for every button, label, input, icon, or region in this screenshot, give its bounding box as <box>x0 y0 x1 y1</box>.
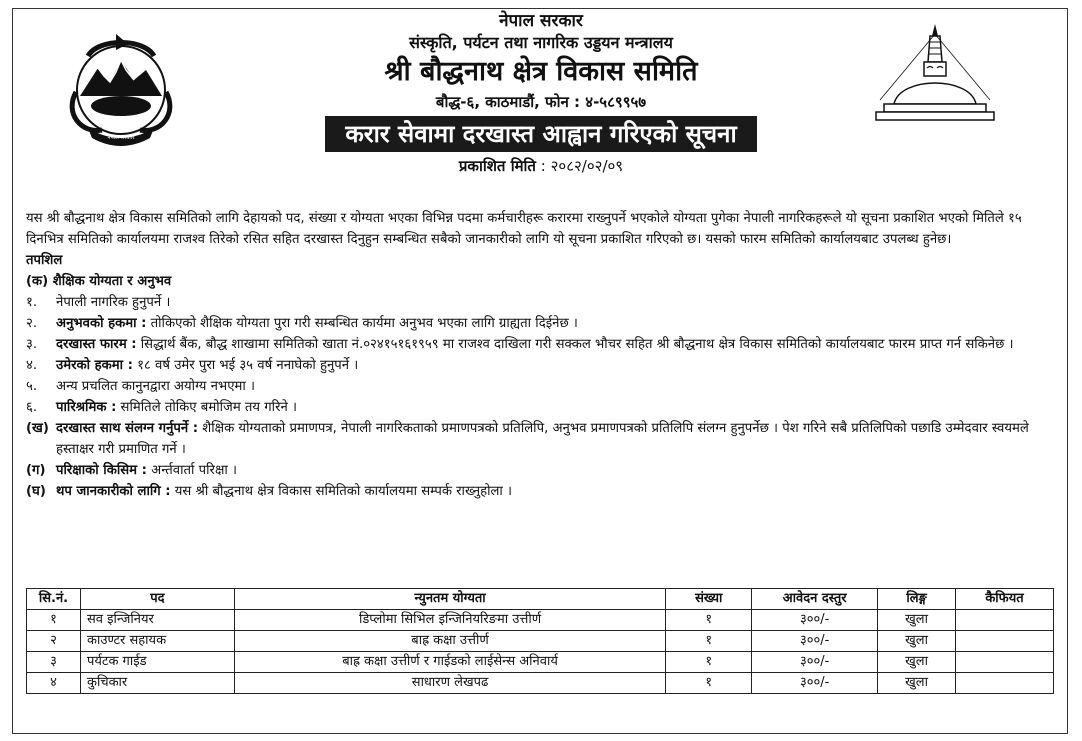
cell-post: पर्यटक गाईड <box>80 652 234 673</box>
cell-fee: ३००/- <box>752 610 878 631</box>
list-item <box>26 292 1056 313</box>
published-date <box>0 154 1082 178</box>
list-item <box>26 313 1056 334</box>
list-item <box>26 376 1056 397</box>
section-text: यस श्री बौद्धनाथ क्षेत्र विकास समितिको कार्यालयमा सम्पर्क राख्नुहोला । <box>170 484 513 499</box>
list-item <box>26 334 1056 355</box>
notice-title-banner: करार सेवामा दरखास्त आह्वान गरिएको सूचना <box>325 116 756 152</box>
item-label: दरखास्त फारम : <box>56 337 137 352</box>
header-qualification: न्युनतम योग्यता <box>234 589 665 610</box>
cell-gender: खुला <box>878 610 956 631</box>
section-text: शैक्षिक योग्यताको प्रमाणपत्र, नेपाली नागरिकताको प्रमाणपत्रको प्रतिलिपि, अनुभव प्रमाणपत्रको प्रतिलिपि संलग्न हुनुपर्नेछ । पेश गरिने सबै प्रतिलिपिको पछाडि उम्मेदवार स्वयमले हस्ताक्षर गरी प्रमाणित गर्ने । <box>56 421 1029 457</box>
item-number: ४. <box>26 358 38 373</box>
details-heading: तपशिल <box>26 253 63 268</box>
section-ka-heading: (क) शैक्षिक योग्यता र अनुभव <box>26 274 172 289</box>
cell-post: काउण्टर सहायक <box>80 631 234 652</box>
published-date-value: : २०८२/०२/०९ <box>540 157 624 175</box>
cell-qualification: डिप्लोमा सिभिल इन्जिनियरिङमा उत्तीर्ण <box>234 610 665 631</box>
header-fee: आवेदन दस्तुर <box>752 589 878 610</box>
cell-qualification: साधारण लेखपढ <box>234 673 665 694</box>
item-number: ५. <box>26 379 38 394</box>
section-gha <box>26 481 1056 502</box>
item-label: पारिश्रमिक : <box>56 400 117 415</box>
item-label: अनुभवको हकमा : <box>56 316 147 331</box>
cell-post: सव इन्जिनियर <box>80 610 234 631</box>
section-label: दरखास्त साथ संलग्न गर्नुपर्ने : <box>56 421 199 436</box>
item-number: २. <box>26 316 38 331</box>
section-text: अर्न्तवार्ता परिक्षा । <box>146 463 238 478</box>
table-header-row <box>27 589 1054 610</box>
notice-body <box>26 208 1056 502</box>
item-label: उमेरको हकमा : <box>56 358 133 373</box>
cell-fee: ३००/- <box>752 652 878 673</box>
section-number: (ग) <box>26 463 46 478</box>
published-label: प्रकाशित मिति <box>458 157 536 175</box>
header-serial: सि.नं. <box>27 589 81 610</box>
cell-serial: २ <box>27 631 81 652</box>
ministry-name: संस्कृति, पर्यटन तथा नागरिक उड्डयन मन्त्रालय <box>409 33 673 52</box>
cell-count: १ <box>666 673 752 694</box>
item-text: १८ वर्ष उमेर पुरा भई ३५ वर्ष ननाघेको हुनुपर्ने । <box>132 358 359 373</box>
list-item <box>26 355 1056 376</box>
cell-count: १ <box>666 610 752 631</box>
cell-fee: ३००/- <box>752 673 878 694</box>
item-text: अन्य प्रचलित कानुनद्वारा अयोग्य नभएमा । <box>56 379 255 394</box>
cell-qualification: बाह्र कक्षा उत्तीर्ण र गाईडको लाईसेन्स अनिवार्य <box>234 652 665 673</box>
notice-header <box>0 10 1082 178</box>
item-number: ६. <box>26 400 38 415</box>
government-name: नेपाल सरकार <box>499 11 583 31</box>
cell-remarks <box>956 673 1054 694</box>
section-label: परिक्षाको किसिम : <box>56 463 147 478</box>
cell-remarks <box>956 631 1054 652</box>
cell-count: १ <box>666 652 752 673</box>
section-kha <box>26 418 1056 460</box>
list-item <box>26 397 1056 418</box>
table-row <box>27 631 1054 652</box>
cell-post: कुचिकार <box>80 673 234 694</box>
section-ga <box>26 460 1056 481</box>
cell-serial: ४ <box>27 673 81 694</box>
vacancy-table <box>26 588 1054 694</box>
organization-name: श्री बौद्धनाथ क्षेत्र विकास समिति <box>384 56 698 87</box>
table-row <box>27 673 1054 694</box>
item-text: सिद्धार्थ बैंक, बौद्ध शाखामा समितिको खाता नं.०२४१५१६१९५९ मा राजश्व दाखिला गरी सक्कल भौचर सहित श्री बौद्धनाथ क्षेत्र विकास समितिको कार्यालयबाट फारम प्राप्त गर्न सकिनेछ । <box>136 337 1014 352</box>
section-label: थप जानकारीको लागि : <box>56 484 171 499</box>
table-row <box>27 610 1054 631</box>
item-number: १. <box>26 295 38 310</box>
item-number: ३. <box>26 337 38 352</box>
cell-gender: खुला <box>878 652 956 673</box>
cell-remarks <box>956 610 1054 631</box>
cell-count: १ <box>666 631 752 652</box>
cell-qualification: बाह्र कक्षा उत्तीर्ण <box>234 631 665 652</box>
section-number: (ख) <box>26 421 49 436</box>
emblem-caption: नेपाल सरकार <box>107 135 135 141</box>
intro-paragraph: यस श्री बौद्धनाथ क्षेत्र विकास समितिको लागि देहायको पद, संख्या र योग्यता भएका विभिन्न पदमा कर्मचारीहरू करारमा राख्नुपर्ने भएकोले योग्यता पुगेका नेपाली नागरिकहरूले यो सूचना प्रकाशित भएको मितिले १५ दिनभित्र समितिको कार्यालयमा राजश्व तिरेको रसित सहित दरखास्त दिनुहुन सम्बन्धित सबैको जानकारीको लागि यो सूचना प्रकाशित गरिएको छ। यसको फारम समितिको कार्यालयबाट उपलब्ध हुनेछ। <box>26 211 1022 247</box>
table-row <box>27 652 1054 673</box>
cell-fee: ३००/- <box>752 631 878 652</box>
header-post: पद <box>80 589 234 610</box>
cell-remarks <box>956 652 1054 673</box>
section-number: (घ) <box>26 484 46 499</box>
item-text: नेपाली नागरिक हुनुपर्ने । <box>56 295 171 310</box>
cell-serial: ३ <box>27 652 81 673</box>
organization-address: बौद्ध-६, काठमाडौं, फोन : ४-५८९९५७ <box>435 93 647 111</box>
cell-gender: खुला <box>878 631 956 652</box>
cell-gender: खुला <box>878 673 956 694</box>
header-gender: लिङ्ग <box>878 589 956 610</box>
header-count: संख्या <box>666 589 752 610</box>
header-remarks: कैफियत <box>956 589 1054 610</box>
cell-serial: १ <box>27 610 81 631</box>
item-text: समितिले तोकिए बमोजिम तय गरिने । <box>116 400 298 415</box>
item-text: तोकिएको शैक्षिक योग्यता पुरा गरी सम्बन्धित कार्यमा अनुभव भएका लागि ग्राह्यता दिईनेछ । <box>146 316 578 331</box>
